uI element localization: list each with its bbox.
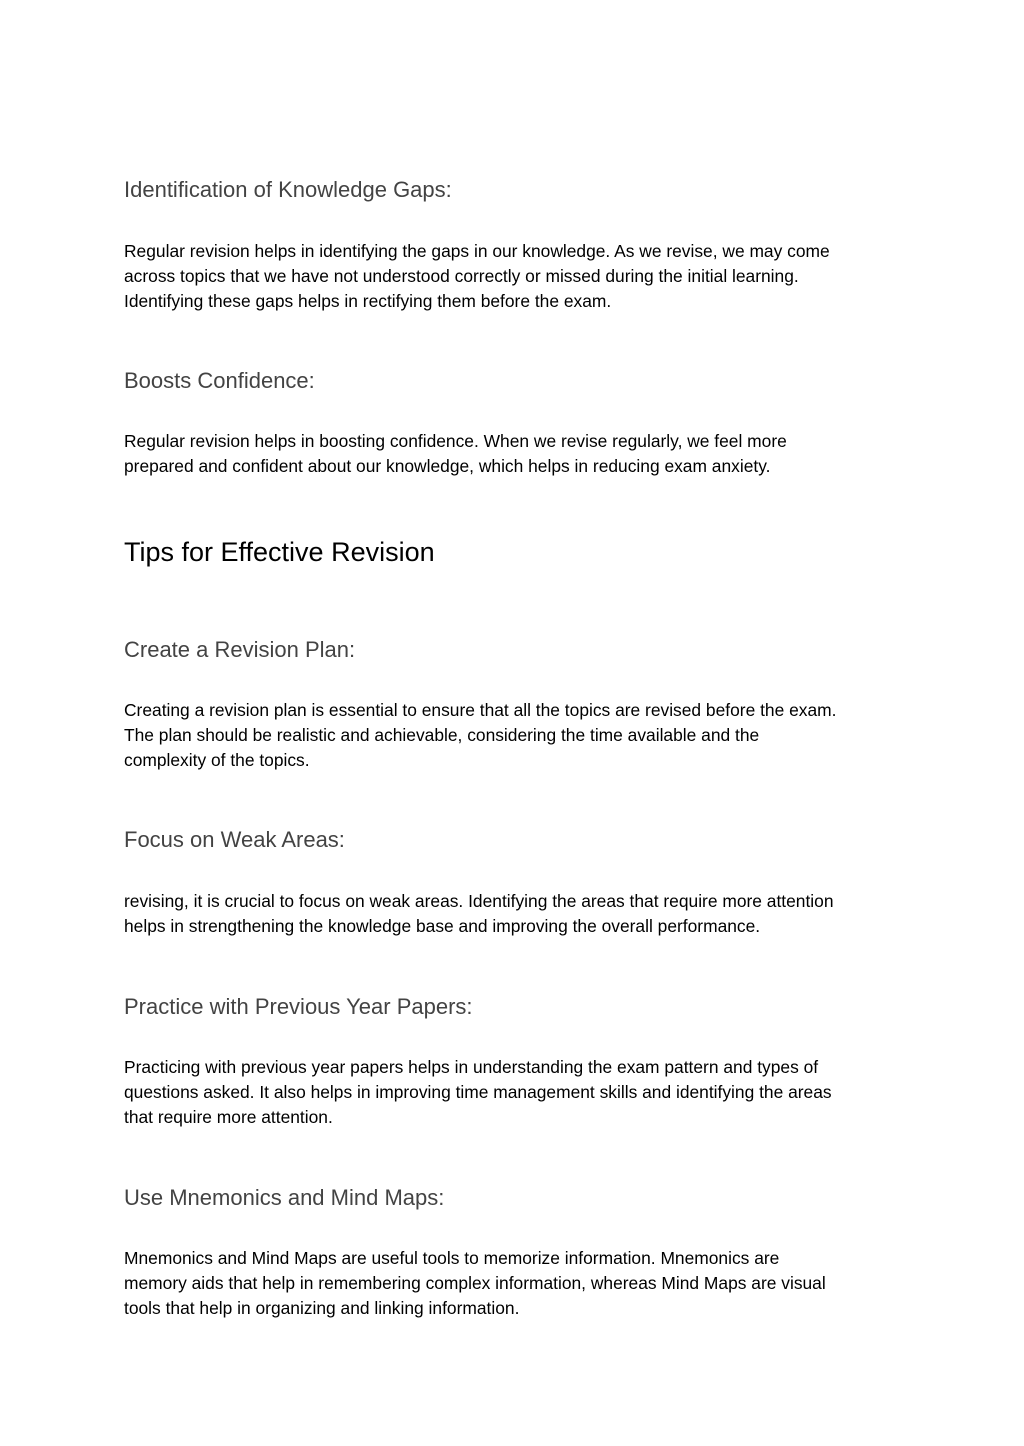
paragraph-line: Practicing with previous year papers helps in understanding the exam pattern and types of xyxy=(124,1057,819,1077)
paragraph-line: The plan should be realistic and achievable, considering the time available and the xyxy=(124,725,760,745)
tip-heading-revision-plan: Create a Revision Plan: xyxy=(124,637,356,662)
tip-paragraph-weak-areas xyxy=(124,889,914,939)
paragraph-line: Regular revision helps in identifying the gaps in our knowledge. As we revise, we may come xyxy=(124,241,830,261)
paragraph-line: questions asked. It also helps in improving time management skills and identifying the areas xyxy=(124,1082,832,1102)
main-heading-tips: Tips for Effective Revision xyxy=(124,537,435,567)
section-paragraph-boosts-confidence xyxy=(124,429,914,479)
paragraph-line: revising, it is crucial to focus on weak areas. Identifying the areas that require more attention xyxy=(124,891,834,911)
paragraph-line: complexity of the topics. xyxy=(124,750,310,770)
paragraph-line: tools that help in organizing and linking information. xyxy=(124,1298,520,1318)
paragraph-line: across topics that we have not understood correctly or missed during the initial learning. xyxy=(124,266,799,286)
tip-paragraph-mnemonics xyxy=(124,1246,914,1321)
paragraph-line: Regular revision helps in boosting confidence. When we revise regularly, we feel more xyxy=(124,431,787,451)
tip-heading-previous-papers: Practice with Previous Year Papers: xyxy=(124,994,473,1019)
section-paragraph-knowledge-gaps xyxy=(124,239,914,314)
section-heading-boosts-confidence: Boosts Confidence: xyxy=(124,368,315,393)
tip-paragraph-revision-plan xyxy=(124,698,914,773)
tip-heading-weak-areas: Focus on Weak Areas: xyxy=(124,827,345,852)
paragraph-line: that require more attention. xyxy=(124,1107,333,1127)
paragraph-line: Identifying these gaps helps in rectifying them before the exam. xyxy=(124,291,612,311)
section-heading-knowledge-gaps: Identification of Knowledge Gaps: xyxy=(124,177,452,202)
paragraph-line: Mnemonics and Mind Maps are useful tools to memorize information. Mnemonics are xyxy=(124,1248,780,1268)
paragraph-line: Creating a revision plan is essential to ensure that all the topics are revised before the exam. xyxy=(124,700,837,720)
tip-paragraph-previous-papers xyxy=(124,1055,914,1130)
tip-heading-mnemonics: Use Mnemonics and Mind Maps: xyxy=(124,1185,445,1210)
paragraph-line: prepared and confident about our knowledge, which helps in reducing exam anxiety. xyxy=(124,456,771,476)
paragraph-line: helps in strengthening the knowledge base and improving the overall performance. xyxy=(124,916,761,936)
paragraph-line: memory aids that help in remembering complex information, whereas Mind Maps are visual xyxy=(124,1273,826,1293)
